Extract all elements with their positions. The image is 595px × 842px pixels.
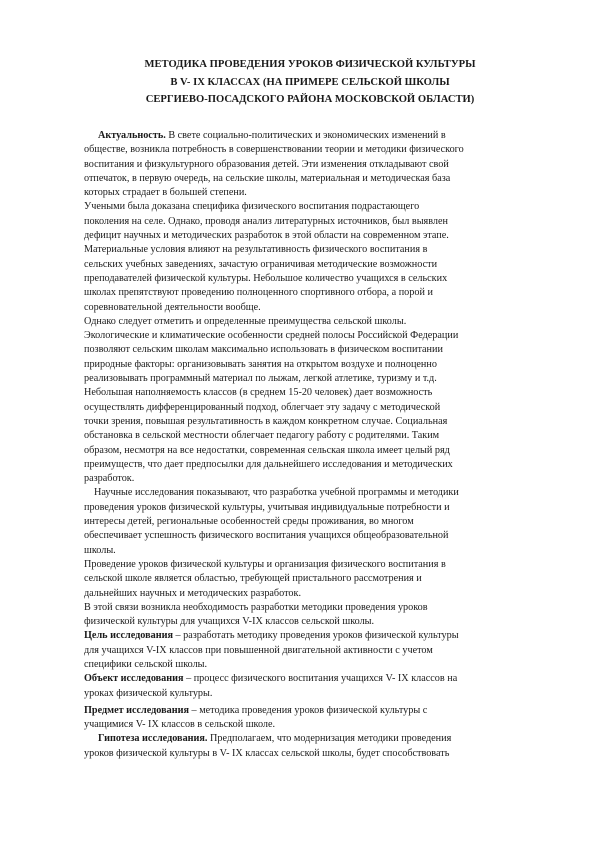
body-line: соревновательной деятельности вообще.	[84, 301, 261, 313]
body-line: поколения на селе. Однако, проводя анализ литературных источников, был выявлен	[84, 215, 448, 227]
body-line: преподавателей физической культуры. Небольшое количество учащихся в сельских	[84, 272, 448, 284]
body-line: Проведение уроков физической культуры и организация физического воспитания в	[84, 558, 446, 570]
body-line: сельской школе является областью, требующей пристального рассмотрения и	[84, 573, 422, 585]
body-line: дальнейших научных и методических разработок.	[84, 587, 301, 599]
body-line: отпечаток, в первую очередь, на сельские школы, материальная и методическая база	[84, 172, 451, 184]
body-line: для учащихся V-IX классов при повышенной двигательной активности с учетом	[84, 644, 433, 656]
body-line: Небольшая наполняемость классов (в среднем 15-20 человек) дает возможность	[84, 387, 433, 399]
goal-heading: Цель исследования	[84, 630, 173, 642]
body-line: обстановка в сельской местности облегчает педагогу работу с родителями. Таким	[84, 430, 440, 442]
body-line: разработок.	[84, 473, 135, 485]
body-text-run: Предполагаем, что модернизация методики проведения	[207, 733, 452, 745]
hypothesis-heading: Гипотеза исследования.	[98, 733, 208, 745]
title-line-2: В V- IX КЛАССАХ (НА ПРИМЕРЕ СЕЛЬСКОЙ ШКОЛЫ	[170, 76, 450, 88]
body-line: реализовывать программный материал по лыжам, легкой атлетике, туризму и т.д.	[84, 373, 437, 385]
body-line	[84, 672, 532, 686]
body-line	[84, 629, 532, 643]
body-line: природные факторы: организовывать занятия на открытом воздухе и полноценно	[84, 358, 437, 370]
body-text-run: – разработать методику проведения уроков физической культуры	[172, 630, 459, 642]
relevance-heading: Актуальность.	[98, 130, 166, 141]
body-line: школы.	[84, 544, 116, 556]
body-line: Материальные условия влияют на результативность физического воспитания в	[84, 244, 428, 256]
body-line: позволяют сельским школам максимально использовать в физическом воспитании	[84, 344, 443, 356]
body-text-run: – методика проведения уроков физической культуры с	[189, 704, 428, 716]
object-heading: Объект исследования	[84, 673, 184, 685]
body-line: осуществлять дифференцированный подход, облегчает эту задачу с методической	[84, 401, 441, 413]
title-line-1: МЕТОДИКА ПРОВЕДЕНИЯ УРОКОВ ФИЗИЧЕСКОЙ КУЛЬТУРЫ	[144, 59, 476, 70]
body-line	[84, 129, 532, 143]
document-title	[60, 56, 560, 109]
body-line: физической культуры для учащихся V-IX классов сельской школы.	[84, 616, 375, 628]
body-line: Экологические и климатические особенности средней полосы Российской Федерации	[84, 330, 459, 342]
body-line: сельских учебных заведениях, зачастую ограничивая методические возможности	[84, 258, 438, 270]
body-line: обеспечивает успешность физического воспитания учащихся общеобразовательной	[84, 530, 449, 542]
body-line: специфики сельской школы.	[84, 658, 208, 670]
body-line: преимуществ, что дает предпосылки для дальнейшего исследования и методических	[84, 458, 453, 470]
body-line	[84, 704, 532, 718]
body-text-run: – процесс физического воспитания учащихся V- IX классов на	[183, 673, 458, 685]
body-line: проведения уроков физической культуры, учитывая индивидуальные потребности и	[84, 501, 450, 513]
body-line: уроках физической культуры.	[84, 687, 213, 699]
body-line: Однако следует отметить и определенные преимущества сельской школы.	[84, 315, 407, 327]
body-line: обществе, возникла потребность в совершенствовании теории и методики физического	[84, 144, 464, 156]
body-text-run: В свете социально-политических и экономических изменений в	[165, 130, 446, 141]
body-line: образом, несмотря на все недостатки, современная сельская школа имеет целый ряд	[84, 444, 450, 456]
body-line: точки зрения, повышая результативность в каждом конкретном случае. Социальная	[84, 415, 448, 427]
body-line: Учеными была доказана специфика физического воспитания подрастающего	[84, 201, 420, 213]
body-line: дефицит научных и методических разработок в этой области на современном этапе.	[84, 230, 449, 242]
document-body	[84, 129, 532, 761]
body-line: интересы детей, региональные особенностей среды проживания, во многом	[84, 516, 414, 528]
body-line: В этой связи возникла необходимость разработки методики проведения уроков	[84, 601, 428, 613]
body-line: воспитания и физкультурного образования детей. Эти изменения откладывают свой	[84, 158, 449, 170]
body-line: школах препятствуют проведению полноценного спортивного отбора, а порой и	[84, 287, 433, 299]
subject-heading: Предмет исследования	[84, 704, 189, 716]
body-line: уроков физической культуры в V- IX классах сельской школы, будет способствовать	[84, 747, 450, 759]
title-line-3: СЕРГИЕВО-ПОСАДСКОГО РАЙОНА МОСКОВСКОЙ ОБЛАСТИ)	[145, 94, 475, 105]
body-line: Научные исследования показывают, что разработка учебной программы и методики	[94, 487, 459, 499]
body-line	[84, 732, 532, 746]
body-line: учащимися V- IX классов в сельской школе.	[84, 719, 276, 731]
body-line: которых страдает в большей степени.	[84, 187, 247, 199]
